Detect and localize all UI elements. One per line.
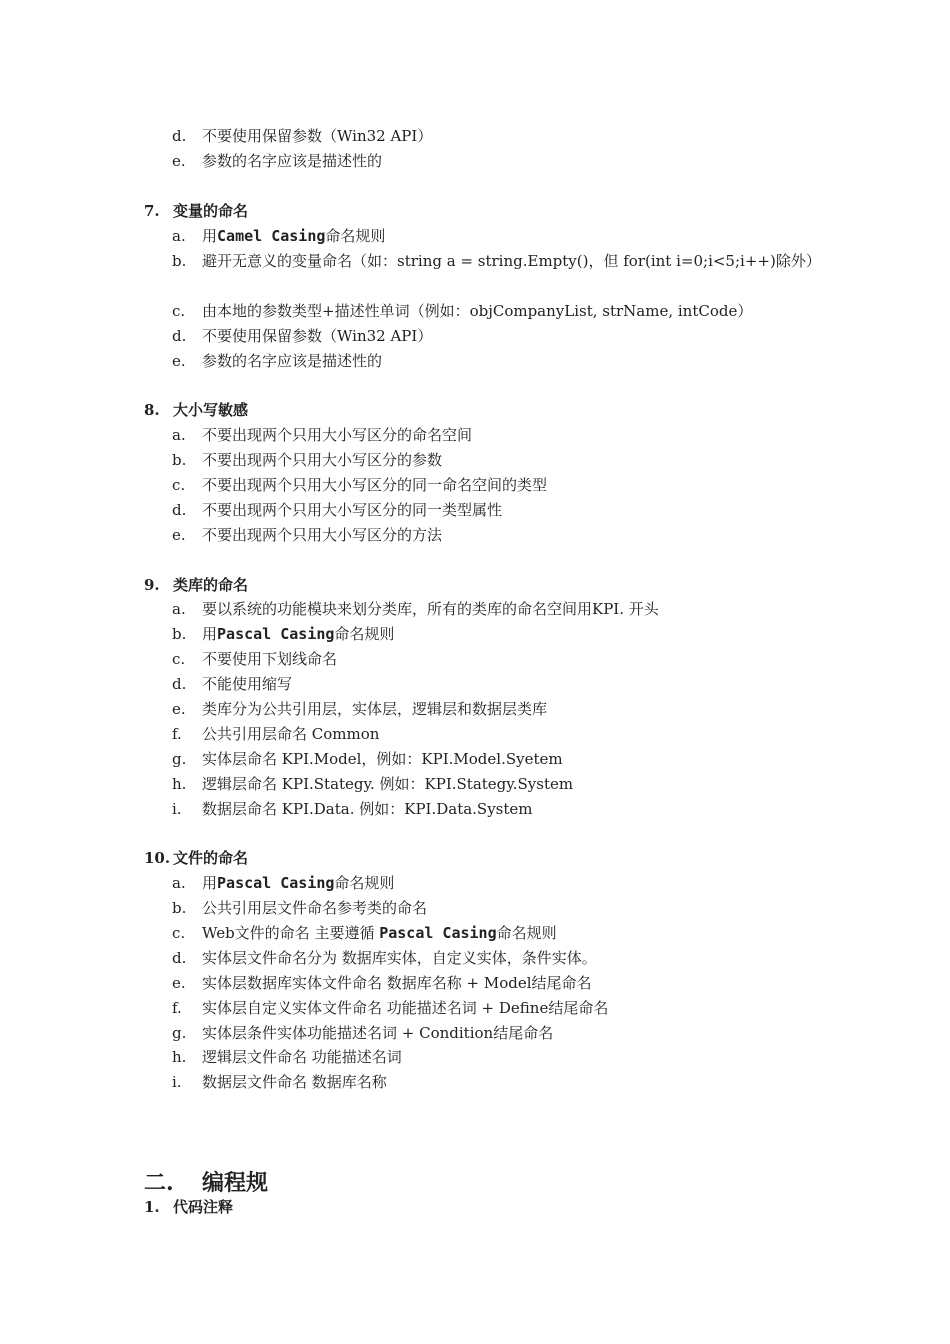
section-heading: 9. 类库的命名 [144, 576, 249, 594]
list-item: c. Web文件的命名 主要遵循 Pascal Casing命名规则 [172, 924, 557, 942]
list-item: i. 数据层命名 KPI.Data. 例如：KPI.Data.System [172, 800, 533, 818]
list-item: e. 实体层数据库实体文件命名 数据库名称 + Model结尾命名 [172, 974, 592, 992]
list-item: b. 公共引用层文件命名参考类的命名 [172, 899, 428, 917]
list-item: b. 用Pascal Casing命名规则 [172, 625, 395, 643]
list-item: a. 用Pascal Casing命名规则 [172, 874, 395, 892]
list-item: d. 不要出现两个只用大小写区分的同一类型属性 [172, 501, 503, 519]
list-item: e. 参数的名字应该是描述性的 [172, 152, 383, 170]
list-item: d. 实体层文件命名分为 数据库实体，自定义实体，条件实体。 [172, 949, 597, 967]
list-item: f. 实体层自定义实体文件命名 功能描述名词 + Define结尾命名 [172, 999, 609, 1017]
list-item: a. 用Camel Casing命名规则 [172, 227, 386, 245]
list-item: b. 不要出现两个只用大小写区分的参数 [172, 451, 443, 469]
list-item: e. 类库分为公共引用层，实体层，逻辑层和数据层类库 [172, 700, 548, 718]
list-item: a. 要以系统的功能模块来划分类库，所有的类库的命名空间用KPI. 开头 [172, 600, 659, 618]
list-item: g. 实体层命名 KPI.Model，例如：KPI.Model.Syetem [172, 750, 563, 768]
section-heading: 8. 大小写敏感 [144, 401, 249, 419]
section-heading: 10. 文件的命名 [144, 849, 249, 867]
chapter-heading: 二. 编程规 [144, 1170, 269, 1196]
list-item: a. 不要出现两个只用大小写区分的命名空间 [172, 426, 473, 444]
list-item: i. 数据层文件命名 数据库名称 [172, 1073, 387, 1091]
list-item: g. 实体层条件实体功能描述名词 + Condition结尾命名 [172, 1024, 554, 1042]
list-item: d. 不要使用保留参数（Win32 API） [172, 127, 433, 145]
list-item: e. 不要出现两个只用大小写区分的方法 [172, 526, 443, 544]
subsection-heading: 1. 代码注释 [144, 1198, 234, 1216]
list-item: d. 不要使用保留参数（Win32 API） [172, 327, 433, 345]
list-item: c. 由本地的参数类型+描述性单词（例如：objCompanyList, strName, intCode） [172, 302, 753, 320]
list-item: d. 不能使用缩写 [172, 675, 293, 693]
section-heading: 7. 变量的命名 [144, 202, 249, 220]
list-item: b. 避开无意义的变量命名（如：string a = string.Empty()，但 for(int i=0;i<5;i++)除外） [172, 252, 821, 270]
list-item: e. 参数的名字应该是描述性的 [172, 352, 383, 370]
list-item: h. 逻辑层命名 KPI.Stategy. 例如：KPI.Stategy.System [172, 775, 574, 793]
list-item: h. 逻辑层文件命名 功能描述名词 [172, 1048, 402, 1066]
list-item: c. 不要使用下划线命名 [172, 650, 338, 668]
list-item: f. 公共引用层命名 Common [172, 725, 380, 743]
list-item: c. 不要出现两个只用大小写区分的同一命名空间的类型 [172, 476, 548, 494]
